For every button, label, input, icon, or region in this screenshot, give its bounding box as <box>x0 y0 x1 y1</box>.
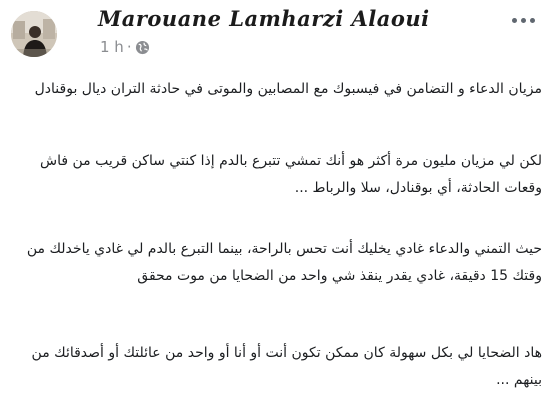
post-paragraph: مزيان الدعاء و التضامن في فيسبوك مع المصابين والموتى في حادثة التران ديال بوقنادل <box>34 81 542 97</box>
post-time[interactable]: 1 h <box>100 38 124 56</box>
dot-icon <box>530 18 535 23</box>
post-paragraph: حيث التمني والدعاء غادي يخليك أنت تحس بالراحة، بينما التبرع بالدم لي غادي ياخدلك من وقتك 15 دقيقة، غادي يقدر ينقذ شي واحد من الضحايا من موت محقق <box>26 241 542 284</box>
more-options-icon[interactable] <box>508 10 538 30</box>
avatar[interactable] <box>11 11 57 57</box>
post-meta <box>100 38 150 56</box>
dot-icon <box>521 18 526 23</box>
meta-separator: · <box>126 38 132 56</box>
post-header <box>0 0 560 70</box>
avatar-photo <box>11 11 57 57</box>
post-paragraph: لكن لي مزيان مليون مرة أكثر هو أنك تمشي تتبرع بالدم إذا كنتي ساكن قريب من فاش وقعات الحادثة، أي بوقنادل، سلا والرباط ... <box>40 153 542 196</box>
globe-icon <box>135 40 150 55</box>
post-paragraph: هاد الضحايا لي بكل سهولة كان ممكن تكون أنت أو أنا أو واحد من عائلتك أو أصدقائك من بينهم ... <box>31 345 542 388</box>
dot-icon <box>512 18 517 23</box>
author-name[interactable]: Marouane Lamharzi Alaoui <box>98 6 430 31</box>
